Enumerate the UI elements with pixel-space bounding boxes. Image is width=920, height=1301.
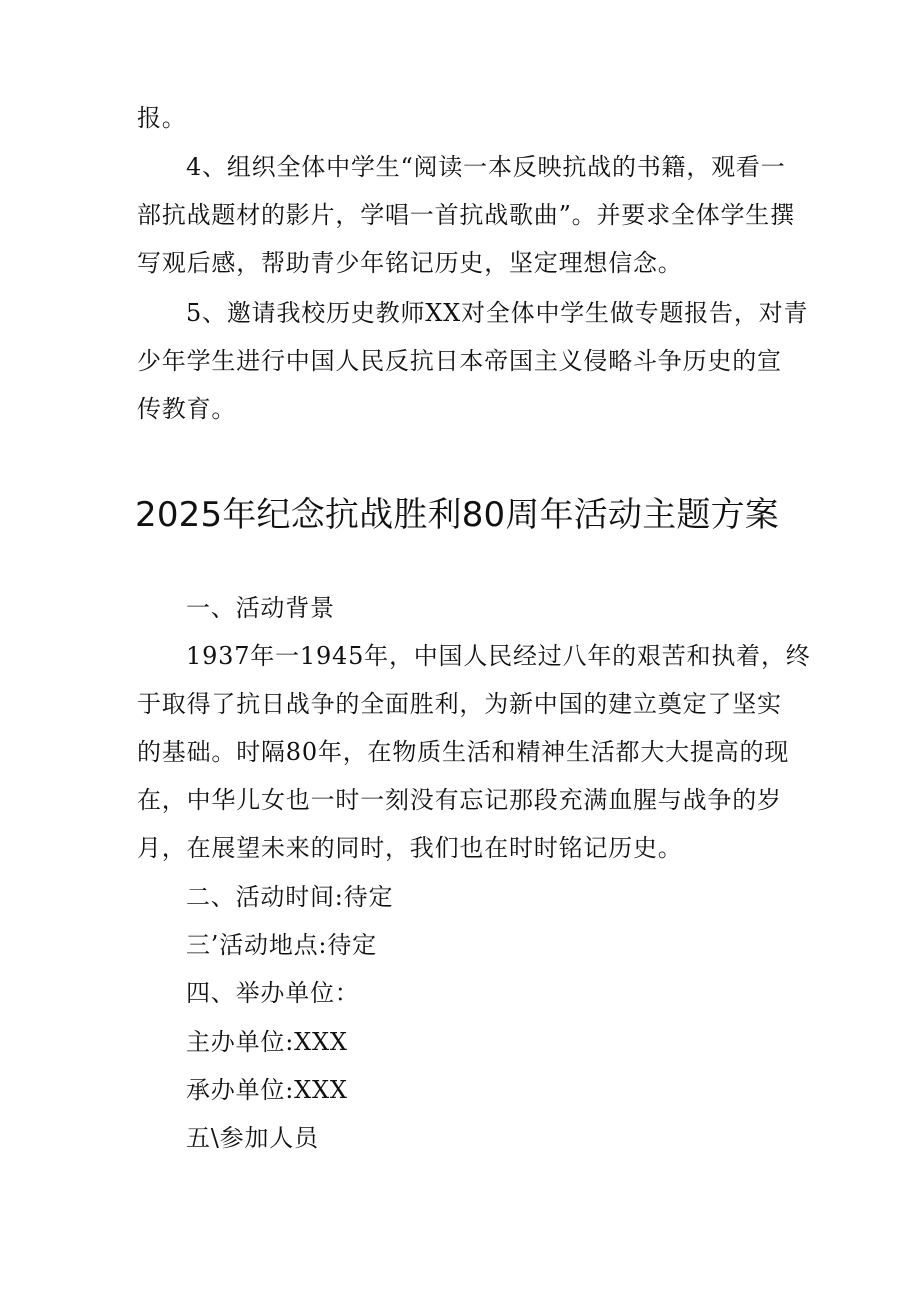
item-5-line-1: 5、邀请我校历史教师XX对全体中学生做专题报告，对青 [186, 299, 809, 327]
background-heading: 一、活动背景 [186, 594, 335, 622]
background-line-5: 月，在展望未来的同时，我们也在时时铭记历史。 [137, 834, 683, 862]
background-line-3: 的基础。时隔80年，在物质生活和精神生活都大大提高的现 [137, 738, 790, 766]
item-5-line-2: 少年学生进行中国人民反抗日本帝国主义侵略斗争历史的宣 [137, 347, 782, 375]
host-organizer: 主办单位:XXX [186, 1028, 348, 1056]
item-5-line-3: 传教育。 [137, 395, 237, 423]
continued-paragraph-end: 报。 [137, 104, 187, 132]
background-line-4: 在，中华儿女也一时一刻没有忘记那段充满血腥与战争的岁 [137, 786, 782, 814]
activity-time: 二、活动时间:待定 [186, 883, 394, 911]
item-4-line-1: 4、组织全体中学生“阅读一本反映抗战的书籍，观看一 [186, 153, 786, 181]
co-host-organizer: 承办单位:XXX [186, 1076, 348, 1104]
item-4-line-3: 写观后感，帮助青少年铭记历史，坚定理想信念。 [137, 249, 683, 277]
item-4-line-2: 部抗战题材的影片，学唱一首抗战歌曲”。并要求全体学生撰 [137, 201, 795, 229]
participants-heading: 五\参加人员 [186, 1124, 319, 1152]
document-title: 2025年纪念抗战胜利80周年活动主题方案 [135, 495, 779, 535]
activity-location: 三’活动地点:待定 [186, 931, 377, 959]
background-line-1: 1937年一1945年，中国人民经过八年的艰苦和执着，终 [186, 642, 811, 670]
background-line-2: 于取得了抗日战争的全面胜利，为新中国的建立奠定了坚实 [137, 690, 782, 718]
organizers-heading: 四、举办单位： [186, 979, 360, 1007]
